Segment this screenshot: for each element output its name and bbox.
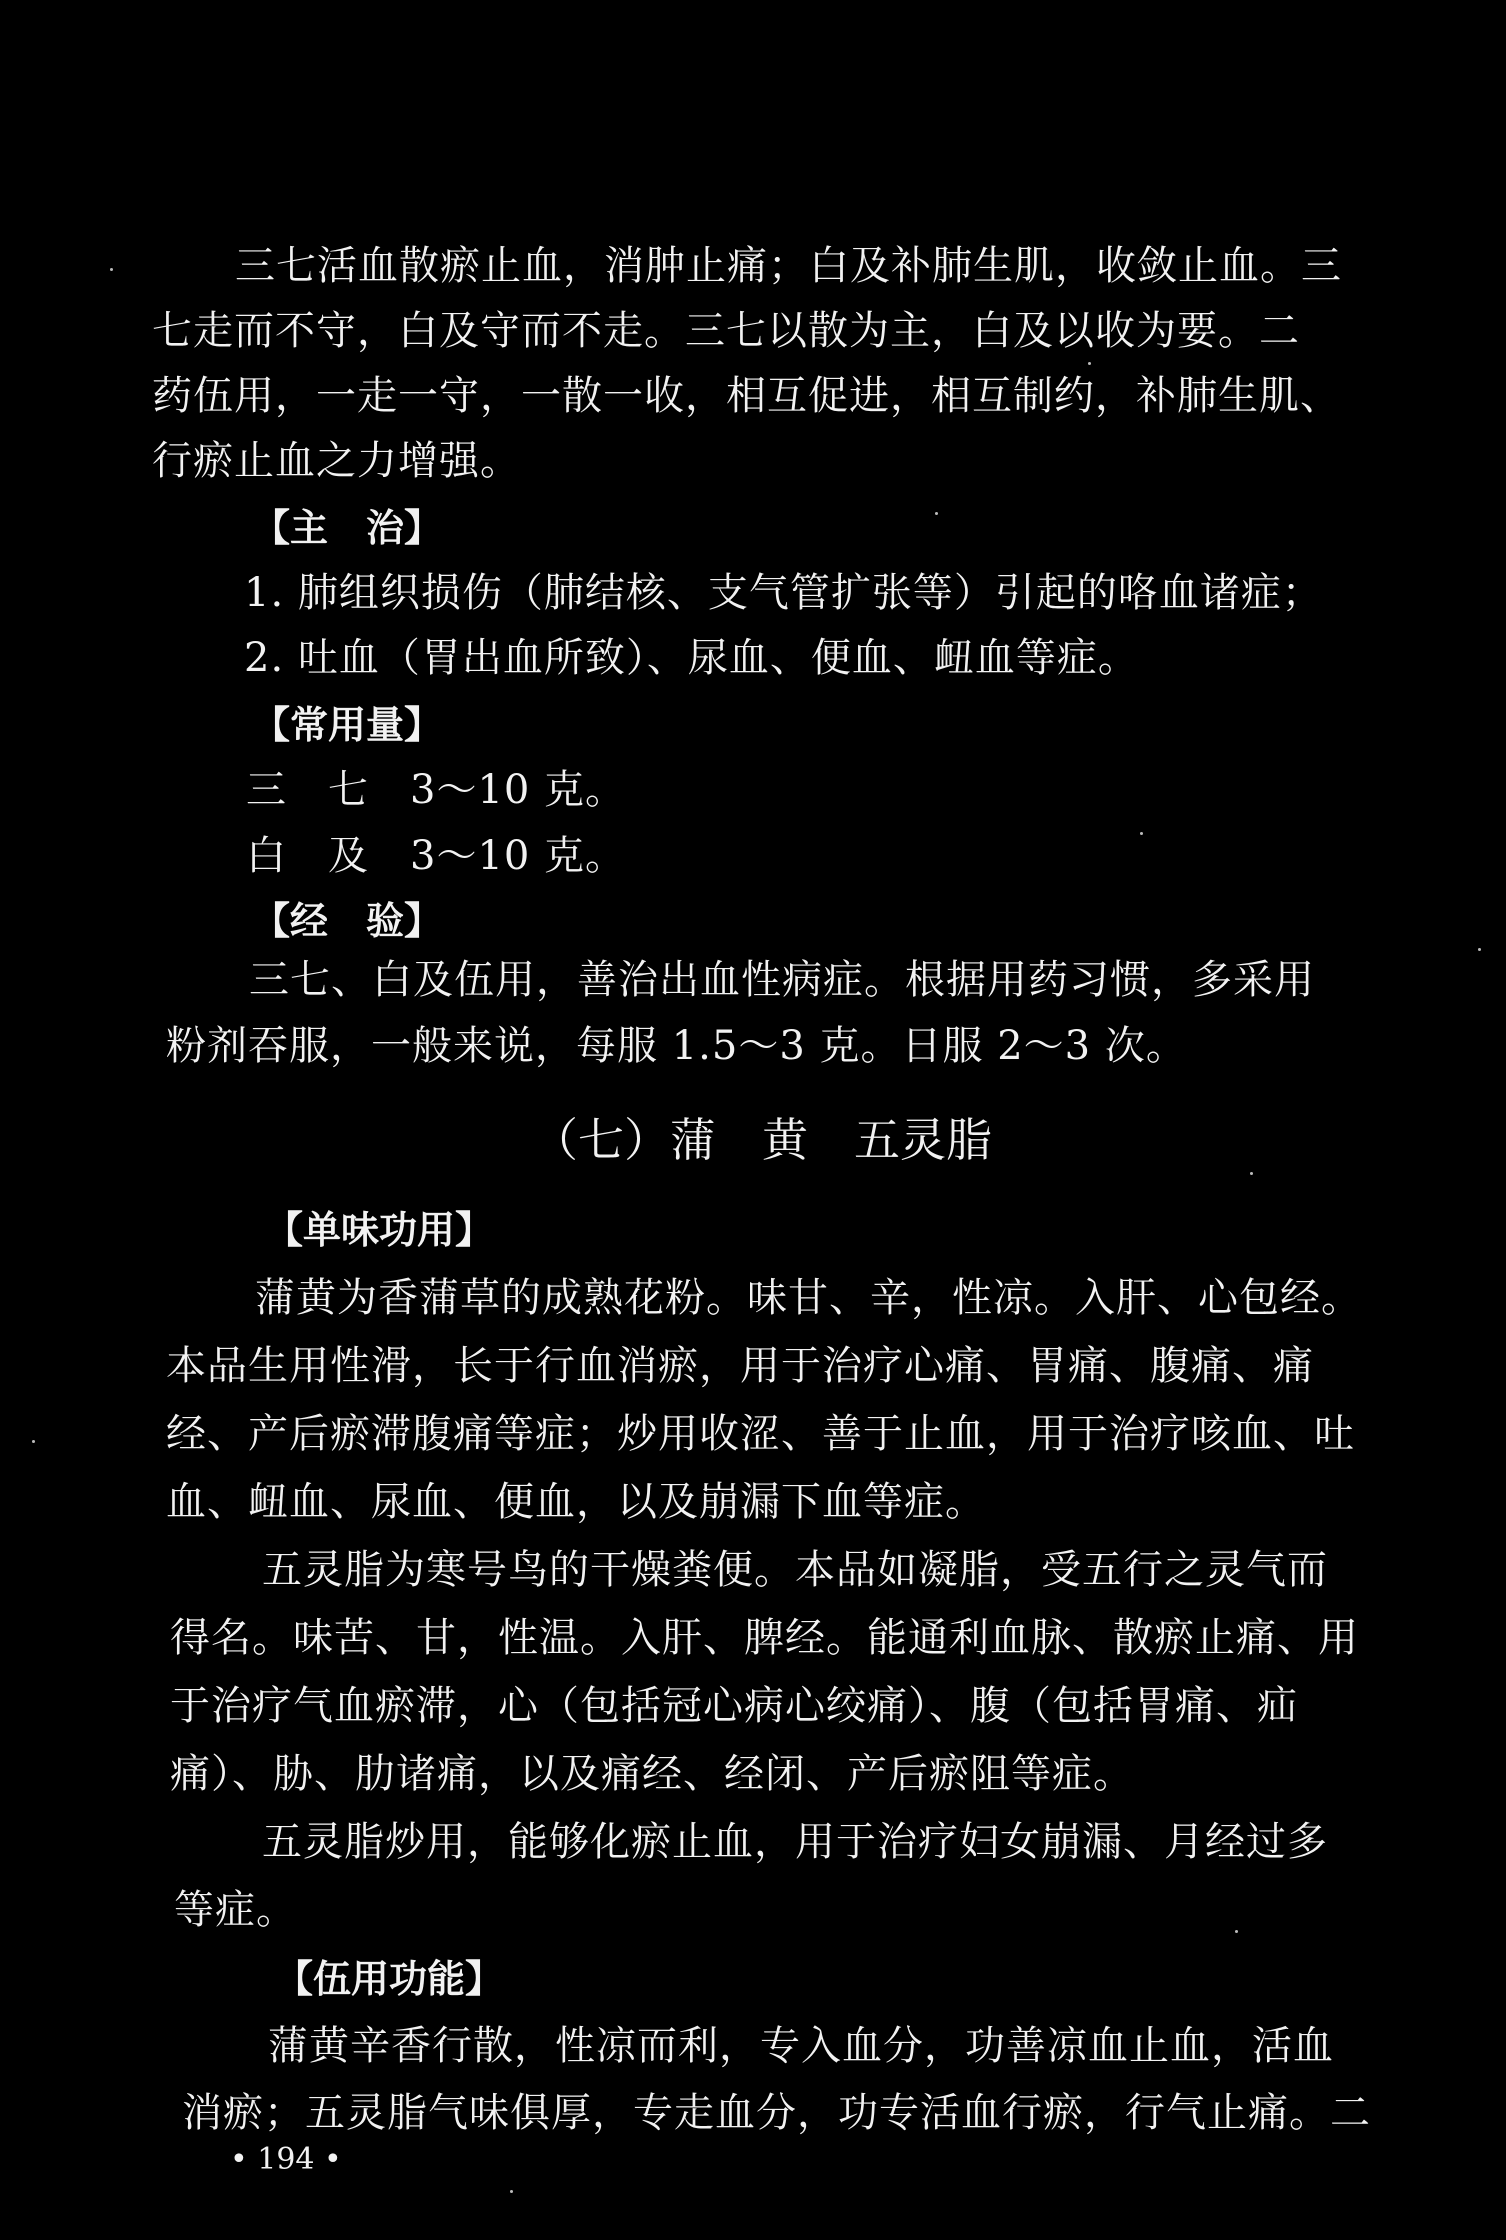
section-heading-treatment: 【主 治】 — [252, 506, 443, 550]
experience-line: 粉剂吞服，一般来说，每服 1.5～3 克。日服 2～3 次。 — [166, 1023, 1187, 1069]
scan-speck — [110, 268, 113, 271]
scan-speck — [1235, 1930, 1238, 1933]
paragraph-line: 等症。 — [174, 1887, 297, 1933]
paragraph-line: 经、产后瘀滞腹痛等症；炒用收涩、善于止血，用于治疗咳血、吐 — [166, 1411, 1355, 1457]
treatment-item: 1. 肺组织损伤（肺结核、支气管扩张等）引起的咯血诸症； — [244, 570, 1323, 616]
experience-line: 三七、白及伍用，善治出血性病症。根据用药习惯，多采用 — [249, 957, 1315, 1003]
paragraph-line: 三七活血散瘀止血，消肿止痛；白及补肺生肌，收敛止血。三 — [235, 243, 1342, 289]
paragraph-line: 行瘀止血之力增强。 — [152, 438, 521, 484]
scan-speck — [1250, 1172, 1253, 1175]
paragraph-line: 于治疗气血瘀滞，心（包括冠心病心绞痛）、腹（包括胃痛、疝 — [170, 1683, 1298, 1729]
treatment-item: 2. 吐血（胃出血所致）、尿血、便血、衄血等症。 — [244, 635, 1139, 681]
section-heading-combined-function: 【伍用功能】 — [275, 1957, 504, 2001]
paragraph-line: 药伍用，一走一守，一散一收，相互促进，相互制约，补肺生肌、 — [152, 373, 1341, 419]
section-heading-experience: 【经 验】 — [252, 899, 443, 943]
scan-speck — [935, 512, 938, 515]
paragraph-line: 消瘀；五灵脂气味俱厚，专走血分，功专活血行瘀，行气止痛。二 — [182, 2090, 1371, 2136]
scan-speck — [1088, 362, 1091, 365]
section-title: （七）蒲 黄 五灵脂 — [532, 1113, 992, 1167]
paragraph-line: 五灵脂为寒号鸟的干燥粪便。本品如凝脂，受五行之灵气而 — [262, 1547, 1328, 1593]
page-number: • 194 • — [230, 2142, 342, 2177]
scan-speck — [510, 2190, 513, 2193]
paragraph-line: 蒲黄辛香行散，性凉而利，专入血分，功善凉血止血，活血 — [268, 2023, 1334, 2069]
scan-speck — [1140, 832, 1143, 835]
paragraph-line: 得名。味苦、甘，性温。入肝、脾经。能通利血脉、散瘀止痛、用 — [170, 1615, 1359, 1661]
paragraph-line: 本品生用性滑，长于行血消瘀，用于治疗心痛、胃痛、腹痛、痛 — [166, 1343, 1314, 1389]
dosage-item: 三 七 3～10 克。 — [246, 767, 627, 813]
paragraph-line: 七走而不守，白及守而不走。三七以散为主，白及以收为要。二 — [152, 308, 1300, 354]
paragraph-line: 血、衄血、尿血、便血，以及崩漏下血等症。 — [166, 1479, 986, 1525]
scan-speck — [32, 1440, 35, 1443]
paragraph-line: 五灵脂炒用，能够化瘀止血，用于治疗妇女崩漏、月经过多 — [262, 1819, 1328, 1865]
scan-speck — [1478, 948, 1481, 951]
dosage-item: 白 及 3～10 克。 — [246, 833, 627, 879]
paragraph-line: 痛）、胁、肋诸痛，以及痛经、经闭、产后瘀阻等症。 — [170, 1751, 1134, 1797]
section-heading-dosage: 【常用量】 — [252, 703, 443, 747]
section-heading-single-function: 【单味功用】 — [265, 1208, 494, 1252]
paragraph-line: 蒲黄为香蒲草的成熟花粉。味甘、辛，性凉。入肝、心包经。 — [255, 1275, 1362, 1321]
